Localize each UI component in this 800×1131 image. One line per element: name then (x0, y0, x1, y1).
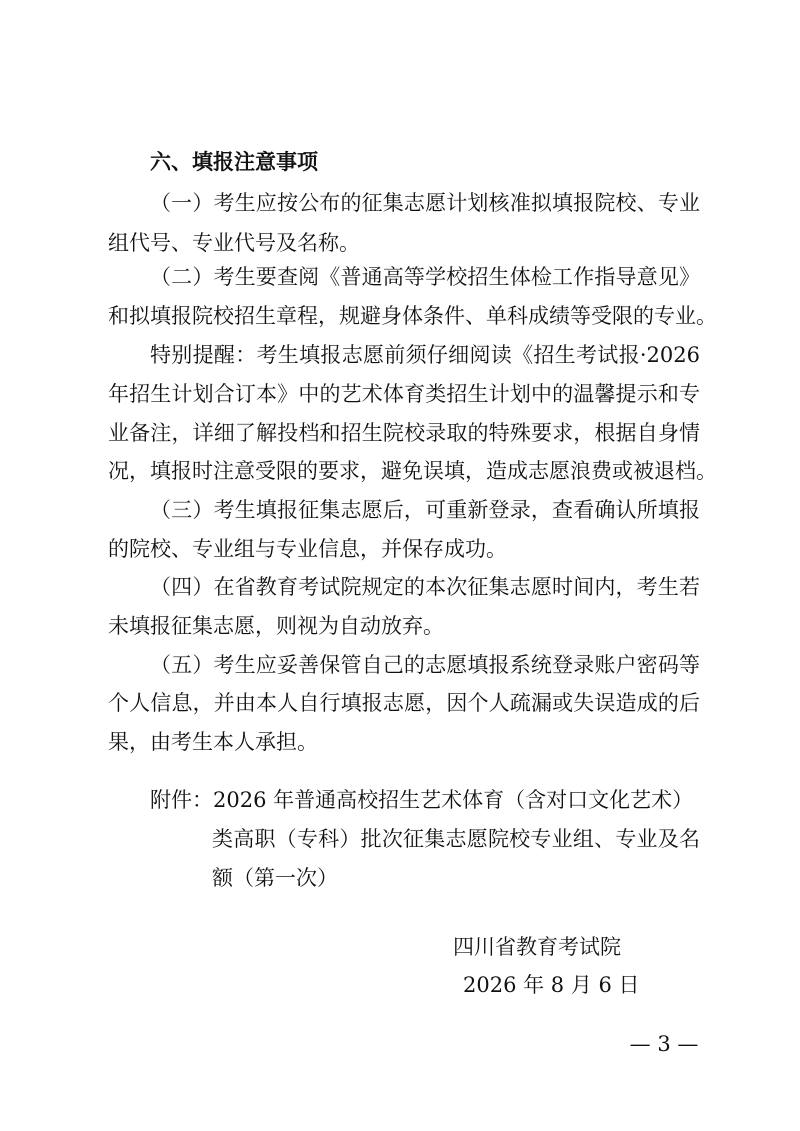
paragraph-line: （四）在省教育考试院规定的本次征集志愿时间内，考生若 (150, 575, 700, 599)
paragraph-line: 组代号、专业代号及名称。 (108, 231, 360, 255)
paragraph-line: 况，填报时注意受限的要求，避免误填，造成志愿浪费或被退档。 (108, 459, 717, 483)
paragraph-line: （一）考生应按公布的征集志愿计划核准拟填报院校、专业 (150, 191, 700, 215)
section-heading: 六、填报注意事项 (150, 150, 318, 174)
paragraph-line: （二）考生要查阅《普通高等学校招生体检工作指导意见》 (150, 265, 700, 289)
paragraph-line: 年招生计划合订本》中的艺术体育类招生计划中的温馨提示和专 (108, 382, 700, 406)
paragraph-line: 个人信息，并由本人自行填报志愿，因个人疏漏或失误造成的后 (108, 691, 700, 715)
signature-organization: 四川省教育考试院 (453, 935, 621, 959)
paragraph-line: 特别提醒：考生填报志愿前须仔细阅读《招生考试报·2026 (150, 343, 700, 367)
signature-date: 2026 年 8 月 6 日 (463, 973, 640, 997)
paragraph-line: 和拟填报院校招生章程，规避身体条件、单科成绩等受限的专业。 (108, 304, 717, 328)
attachment-line: 附件：2026 年普通高校招生艺术体育（含对口文化艺术） (150, 788, 694, 812)
paragraph-line: （三）考生填报征集志愿后，可重新登录，查看确认所填报 (150, 498, 700, 522)
attachment-line: 类高职（专科）批次征集志愿院校专业组、专业及名 (212, 827, 700, 851)
paragraph-line: 果，由考生本人承担。 (108, 730, 318, 754)
page-number: — 3 — (629, 1032, 699, 1056)
paragraph-line: 业备注，详细了解投档和招生院校录取的特殊要求，根据自身情 (108, 421, 700, 445)
paragraph-line: （五）考生应妥善保管自己的志愿填报系统登录账户密码等 (150, 653, 700, 677)
paragraph-line: 未填报征集志愿，则视为自动放弃。 (108, 614, 444, 638)
paragraph-line: 的院校、专业组与专业信息，并保存成功。 (108, 537, 507, 561)
attachment-line: 额（第一次） (212, 866, 338, 890)
